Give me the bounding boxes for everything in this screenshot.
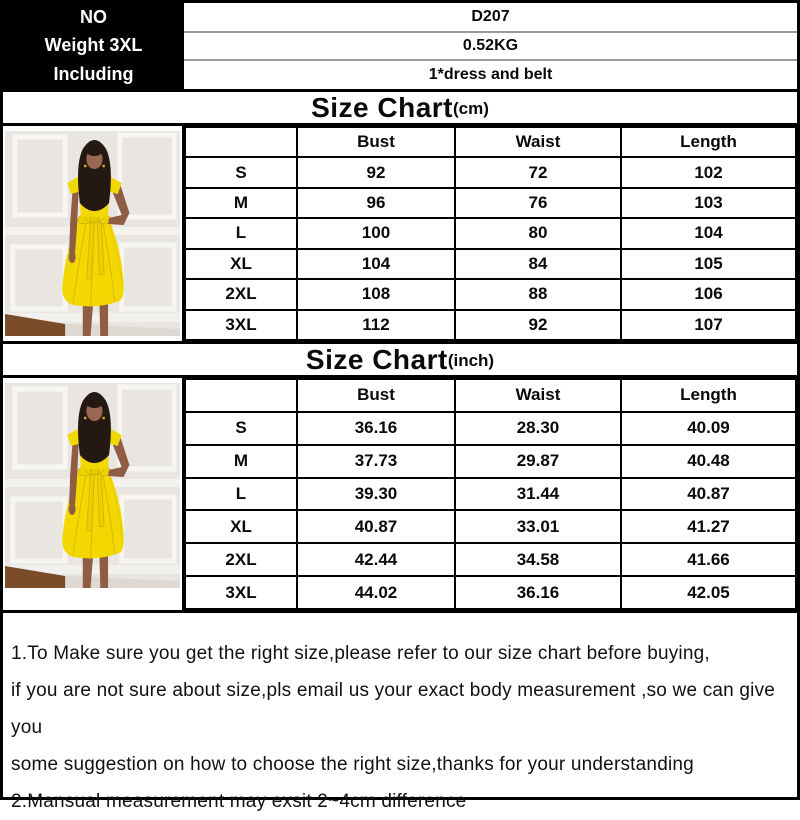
size-label: S bbox=[185, 157, 297, 187]
size-label: 3XL bbox=[185, 576, 297, 609]
size-cell: 112 bbox=[297, 310, 455, 340]
table-row bbox=[185, 249, 796, 279]
notes-section bbox=[3, 610, 797, 812]
size-label: 3XL bbox=[185, 310, 297, 340]
table-row bbox=[185, 188, 796, 218]
table-row bbox=[185, 310, 796, 340]
size-label: 2XL bbox=[185, 279, 297, 309]
size-cell: 28.30 bbox=[455, 412, 621, 445]
product-info-label: Weight 3XL bbox=[3, 32, 184, 61]
size-chart-cm-title bbox=[3, 89, 797, 126]
size-chart-title-unit: (inch) bbox=[447, 351, 495, 370]
size-label: L bbox=[185, 478, 297, 511]
product-info-label: NO bbox=[3, 3, 184, 32]
size-chart-title-text: Size Chart bbox=[305, 343, 448, 375]
product-info-row bbox=[3, 60, 797, 89]
column-header-length: Length bbox=[621, 379, 796, 412]
size-cell: 72 bbox=[455, 157, 621, 187]
size-label: S bbox=[185, 412, 297, 445]
model-illustration bbox=[5, 131, 180, 336]
size-cell: 41.27 bbox=[621, 510, 796, 543]
size-label: L bbox=[185, 218, 297, 248]
size-cell: 108 bbox=[297, 279, 455, 309]
size-cell: 29.87 bbox=[455, 445, 621, 478]
note-line-4: 2.Mansual measurement may exsit 2~4cm difference bbox=[11, 791, 467, 812]
table-row bbox=[185, 478, 796, 511]
size-cell: 80 bbox=[455, 218, 621, 248]
product-info-row bbox=[3, 32, 797, 61]
column-header-bust: Bust bbox=[297, 127, 455, 157]
column-header-waist: Waist bbox=[455, 127, 621, 157]
size-chart-cm-section bbox=[3, 126, 797, 341]
model-photo bbox=[5, 383, 180, 588]
product-info-table bbox=[3, 3, 797, 89]
size-cell: 37.73 bbox=[297, 445, 455, 478]
table-row bbox=[185, 157, 796, 187]
table-row bbox=[185, 510, 796, 543]
size-cell: 36.16 bbox=[455, 576, 621, 609]
size-cell: 40.48 bbox=[621, 445, 796, 478]
table-row bbox=[185, 279, 796, 309]
size-cell: 100 bbox=[297, 218, 455, 248]
note-line-2: if you are not sure about size,pls email us your exact body measurement ,so we can give you bbox=[11, 680, 776, 738]
table-row bbox=[185, 445, 796, 478]
table-header-row bbox=[185, 127, 796, 157]
size-label: M bbox=[185, 445, 297, 478]
size-chart-title-unit: (cm) bbox=[453, 99, 489, 118]
size-label: XL bbox=[185, 249, 297, 279]
size-cell: 44.02 bbox=[297, 576, 455, 609]
size-cell: 34.58 bbox=[455, 543, 621, 576]
size-table-inch bbox=[184, 378, 797, 610]
size-cell: 42.44 bbox=[297, 543, 455, 576]
size-cell: 31.44 bbox=[455, 478, 621, 511]
size-cell: 39.30 bbox=[297, 478, 455, 511]
table-row bbox=[185, 543, 796, 576]
size-table-cm bbox=[184, 126, 797, 341]
size-chart-inch-title bbox=[3, 341, 797, 378]
product-info-value: 0.52KG bbox=[184, 32, 797, 61]
size-cell: 36.16 bbox=[297, 412, 455, 445]
table-row bbox=[185, 412, 796, 445]
product-info-value: D207 bbox=[184, 3, 797, 32]
size-cell: 104 bbox=[297, 249, 455, 279]
size-cell: 40.87 bbox=[621, 478, 796, 511]
size-label: M bbox=[185, 188, 297, 218]
note-line-3: some suggestion on how to choose the right size,thanks for your understanding bbox=[11, 754, 694, 775]
product-photo-cm bbox=[3, 126, 184, 341]
size-cell: 102 bbox=[621, 157, 796, 187]
size-cell: 88 bbox=[455, 279, 621, 309]
size-cell: 33.01 bbox=[455, 510, 621, 543]
size-chart-inch-section bbox=[3, 378, 797, 610]
size-cell: 96 bbox=[297, 188, 455, 218]
size-cell: 106 bbox=[621, 279, 796, 309]
table-row bbox=[185, 576, 796, 609]
size-cell: 107 bbox=[621, 310, 796, 340]
product-info-row bbox=[3, 3, 797, 32]
size-cell: 40.09 bbox=[621, 412, 796, 445]
model-photo bbox=[5, 131, 180, 336]
product-info-value: 1*dress and belt bbox=[428, 66, 553, 84]
size-cell: 92 bbox=[455, 310, 621, 340]
column-header-size bbox=[185, 127, 297, 157]
size-cell: 103 bbox=[621, 188, 796, 218]
size-cell: 92 bbox=[297, 157, 455, 187]
size-cell: 105 bbox=[621, 249, 796, 279]
size-cell: 40.87 bbox=[297, 510, 455, 543]
product-info-label: Including bbox=[3, 60, 184, 89]
size-cell: 84 bbox=[455, 249, 621, 279]
size-cell: 42.05 bbox=[621, 576, 796, 609]
product-photo-inch bbox=[3, 378, 184, 610]
size-cell: 76 bbox=[455, 188, 621, 218]
size-cell: 104 bbox=[621, 218, 796, 248]
table-header-row bbox=[185, 379, 796, 412]
column-header-length: Length bbox=[621, 127, 796, 157]
size-chart-title-text: Size Chart bbox=[311, 91, 454, 123]
model-illustration bbox=[5, 383, 180, 588]
size-cell: 41.66 bbox=[621, 543, 796, 576]
column-header-bust: Bust bbox=[297, 379, 455, 412]
table-row bbox=[185, 218, 796, 248]
note-line-1: 1.To Make sure you get the right size,please refer to our size chart before buying, bbox=[11, 643, 710, 664]
column-header-size bbox=[185, 379, 297, 412]
size-label: 2XL bbox=[185, 543, 297, 576]
column-header-waist: Waist bbox=[455, 379, 621, 412]
size-label: XL bbox=[185, 510, 297, 543]
